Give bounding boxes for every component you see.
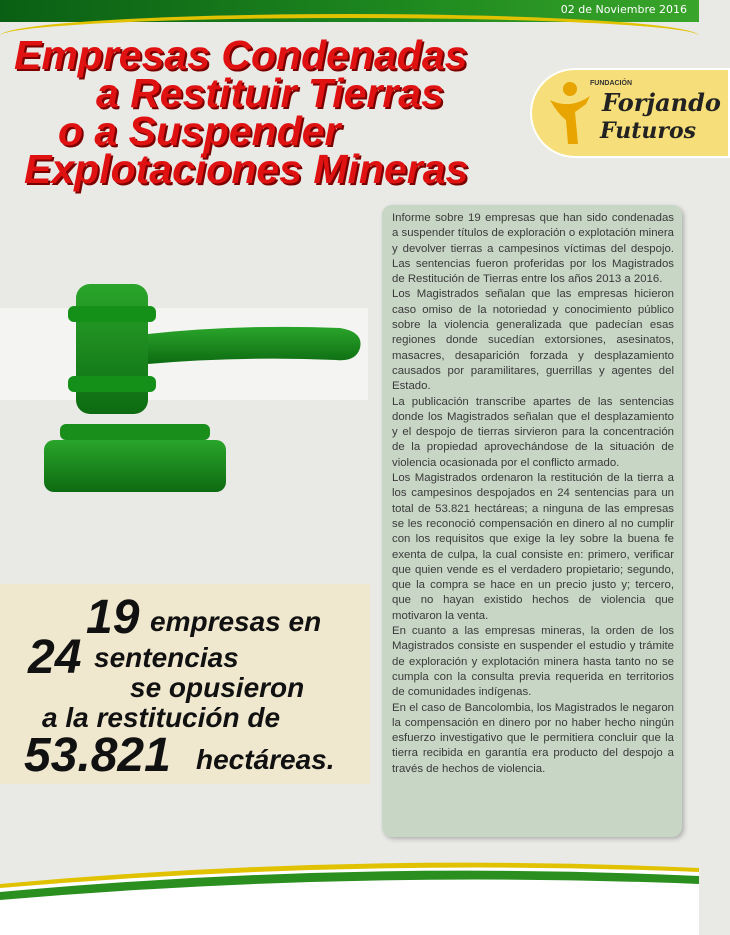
callout-number-1: 19 <box>86 591 140 644</box>
paragraph-5: En cuanto a las empresas mineras, la orden de los Magistrados consiste en suspender el estudio y trámite de exploración y explotación minera hasta tanto no se cumpla con la consulta previa requerida en territorios de comunidades indígenas. <box>392 625 674 699</box>
paragraph-3: La publicación transcribe apartes de las sentencias donde los Magistrados señalan que el desplazamiento y el despojo de tierras sirvieron para la concentración de la propiedad aprovechándose de la situación de violencia ocasionada por el conflicto armado. <box>392 395 674 469</box>
callout-text-5: hectáreas. <box>196 744 335 775</box>
title-line-4: Explotaciones Mineras <box>24 146 469 192</box>
title-line-3: o a Suspender <box>58 108 341 154</box>
logo-line-2: Futuros <box>600 118 697 144</box>
gavel-icon <box>40 284 370 494</box>
callout-text-2: sentencias <box>94 642 239 673</box>
logo-figure-icon <box>548 80 592 146</box>
paragraph-2: Los Magistrados señalan que las empresas hicieron caso omiso de la notoriedad y conocimiento público sobre la violencia generalizada que padecían esas regiones donde sucedían extorsiones, asesinatos, masacres, desaparición forzada y desplazamiento causados por paramilitares, guerrillas y agentes del Estado. <box>392 288 674 393</box>
report-text-panel <box>382 205 682 837</box>
top-bar <box>0 0 699 22</box>
callout-number-3: 53.821 <box>24 729 171 782</box>
highlight-callout <box>0 584 370 784</box>
paragraph-1: Informe sobre 19 empresas que han sido condenadas a suspender títulos de exploración o explotación minera y devolver tierras a campesinos víctimas del despojo. Las sentencias fueron proferidas por los Magistrados de Restitución de Tierras entre los años 2013 a 2016. <box>392 212 674 286</box>
title-line-1: Empresas Condenadas <box>14 32 468 78</box>
paragraph-6: En el caso de Bancolombia, los Magistrados le negaron la compensación en dinero por no haber hecho ningún esfuerzo investigativo que le permitiera concluir que la tierra recibida en garantía era producto del despojo a través de hechos de violencia. <box>392 701 674 775</box>
callout-number-2: 24 <box>28 631 82 684</box>
date-label: 02 de Noviembre 2016 <box>560 3 687 16</box>
callout-text-3: se opusieron <box>130 672 305 703</box>
callout-text-1: empresas en <box>150 606 322 637</box>
report-body <box>392 211 674 777</box>
foundation-logo <box>530 68 730 158</box>
title-line-2: a Restituir Tierras <box>96 70 444 116</box>
paragraph-4: Los Magistrados ordenaron la restitución de la tierra a los campesinos despojados en 24 sentencias para un total de 53.821 hectáreas; a ninguna de las empresas se les reconoció compensación en dinero al no cumplir con los requisitos que exige la ley sobre la buena fe exenta de culpa, la cual consiste en: primero, verificar que quien vende es el verdadero propietario; segundo, que la compra se hace en un precio justo y; tercero, que no hayan existido hechos de violencia que motivaron la venta. <box>392 472 674 622</box>
logo-small-text: FUNDACIÓN <box>590 80 632 87</box>
logo-line-1: Forjando <box>602 88 721 117</box>
footer-swoosh <box>0 862 699 935</box>
page-title <box>0 32 540 192</box>
footer-band <box>0 862 699 935</box>
callout-text-4: a la restitución de <box>42 702 281 733</box>
